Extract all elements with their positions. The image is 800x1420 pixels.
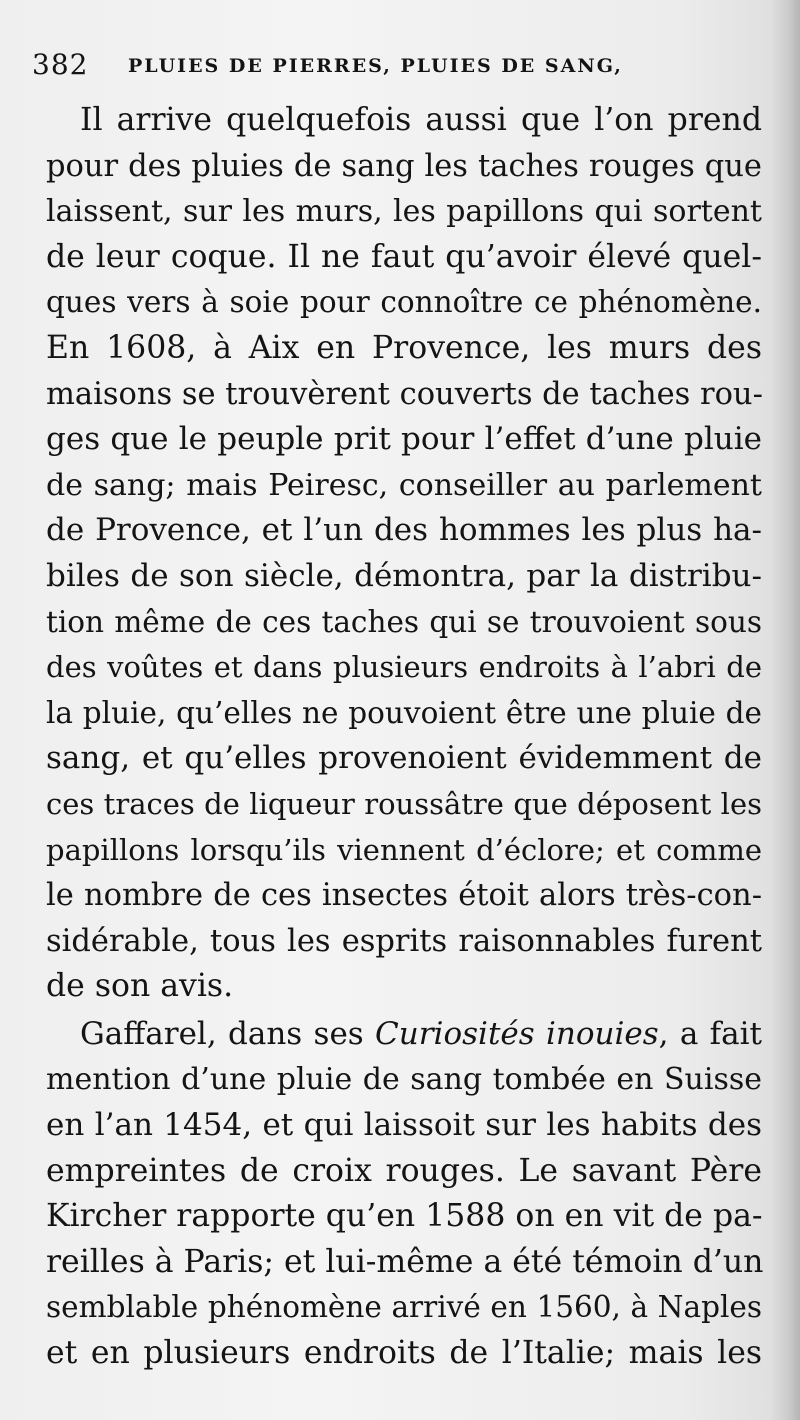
text-line: en l’an 1454, et qui laissoit sur les habits des [46,1107,762,1144]
text-line: des voûtes et dans plusieurs endroits à l’abri de [46,650,762,685]
text-line: sang, et qu’elles provenoient évidemment de [46,740,762,777]
text-line: pour des pluies de sang les taches rouges que [46,148,762,184]
paragraph-2 [46,1012,762,1377]
text-line: de Provence, et l’un des hommes les plus ha- [46,512,762,549]
text-line: ques vers à soie pour connoître ce phénomène. [46,285,762,320]
page-edge-shadow [770,0,800,1420]
text-line: et en plusieurs endroits de l’Italie; mais les [46,1335,762,1372]
text-line: sidérable, tous les esprits raisonnables furent [46,923,762,959]
text-line: de son avis. [46,968,234,1005]
body-text [46,98,762,1377]
text-line: ges que le peuple prit pour l’effet d’une pluie [46,421,762,458]
text-line: de leur coque. Il ne faut qu’avoir élevé quel- [46,238,762,275]
text-line: En 1608, à Aix en Provence, les murs des [46,329,762,366]
text-line: de sang; mais Peiresc, conseiller au parlement [46,467,762,503]
text-line [46,1012,762,1058]
text-run: Gaffarel, dans ses [80,1015,376,1052]
text-line: mention d’une pluie de sang tombée en Suisse [46,1062,762,1098]
text-line: tion même de ces taches qui se trouvoient sous [46,604,762,639]
page-header [32,48,712,88]
text-line: Il arrive quelquefois aussi que l’on prend [80,102,762,138]
text-line: empreintes de croix rouges. Le savant Père [46,1152,762,1189]
text-line: maisons se trouvèrent couverts de taches rou- [46,376,763,412]
page-number: 382 [32,48,89,81]
text-line: reilles à Paris; et lui-même a été témoin d’un [46,1243,764,1280]
text-line: semblable phénomène arrivé en 1560, à Naples [46,1290,762,1325]
text-run: , a fait [658,1015,762,1052]
text-line: biles de son siècle, démontra, par la distribu- [46,557,762,594]
paragraph-1 [46,98,762,1010]
running-head: PLUIES DE PIERRES, PLUIES DE SANG, [128,55,623,77]
text-line: Kircher rapporte qu’en 1588 on en vit de pa- [46,1198,763,1235]
text-line: la pluie, qu’elles ne pouvoient être une pluie de [46,695,762,730]
text-line: ces traces de liqueur roussâtre que déposent les [46,786,762,821]
book-title-italic: Curiosités inouies [375,1015,659,1052]
text-line: papillons lorsqu’ils viennent d’éclore; et comme [46,832,762,867]
text-line: le nombre de ces insectes étoit alors très-con- [46,878,762,914]
text-line: laissent, sur les murs, les papillons qui sortent [46,194,762,230]
